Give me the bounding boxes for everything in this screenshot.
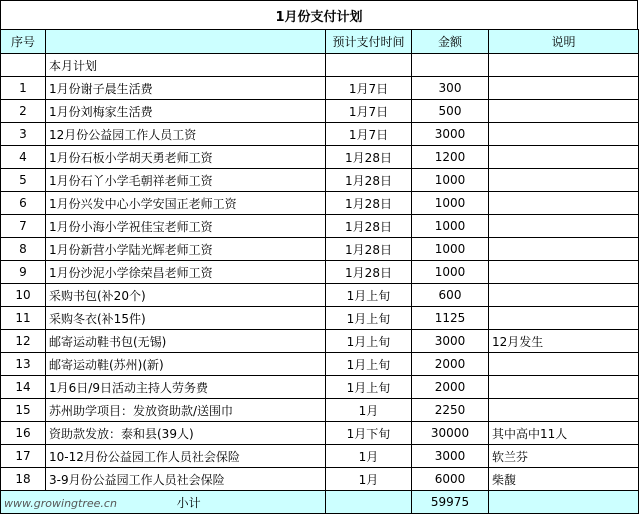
cell-amount[interactable]: 2000 xyxy=(412,353,489,376)
table-row xyxy=(1,123,639,146)
cell-item[interactable]: 1月6日/9日活动主持人劳务费 xyxy=(46,376,326,399)
table-row xyxy=(1,169,639,192)
cell-note[interactable] xyxy=(489,123,639,146)
cell-item[interactable]: 1月份石丫小学毛朝祥老师工资 xyxy=(46,169,326,192)
cell-amount[interactable]: 30000 xyxy=(412,422,489,445)
cell-item[interactable]: 采购冬衣(补15件) xyxy=(46,307,326,330)
header-item[interactable] xyxy=(46,30,326,54)
section-label[interactable]: 本月计划 xyxy=(46,54,326,77)
cell-date[interactable]: 1月28日 xyxy=(326,192,412,215)
table-row xyxy=(1,330,639,353)
cell-note[interactable]: 其中高中11人 xyxy=(489,422,639,445)
header-amount[interactable]: 金额 xyxy=(412,30,489,54)
cell-num[interactable]: 17 xyxy=(1,445,46,468)
cell-num[interactable]: 11 xyxy=(1,307,46,330)
table-row xyxy=(1,284,639,307)
header-date[interactable]: 预计支付时间 xyxy=(326,30,412,54)
cell-num[interactable]: 12 xyxy=(1,330,46,353)
cell-note[interactable] xyxy=(489,307,639,330)
footer-left-cell[interactable] xyxy=(1,491,326,514)
cell-item[interactable]: 10-12月份公益园工作人员社会保险 xyxy=(46,445,326,468)
cell-date[interactable]: 1月7日 xyxy=(326,123,412,146)
cell-num[interactable]: 15 xyxy=(1,399,46,422)
section-row xyxy=(1,54,639,77)
cell-num[interactable]: 6 xyxy=(1,192,46,215)
cell-amount[interactable]: 500 xyxy=(412,100,489,123)
table-row xyxy=(1,238,639,261)
header-note[interactable]: 说明 xyxy=(489,30,639,54)
cell-amount[interactable]: 1000 xyxy=(412,238,489,261)
cell-note[interactable] xyxy=(489,169,639,192)
cell-amount[interactable]: 3000 xyxy=(412,123,489,146)
cell-date[interactable]: 1月上旬 xyxy=(326,353,412,376)
cell-num[interactable]: 7 xyxy=(1,215,46,238)
cell-item[interactable]: 1月份新营小学陆光辉老师工资 xyxy=(46,238,326,261)
cell-num[interactable]: 16 xyxy=(1,422,46,445)
cell-date[interactable]: 1月上旬 xyxy=(326,307,412,330)
cell-note[interactable]: 软兰芬 xyxy=(489,445,639,468)
cell-note[interactable] xyxy=(489,54,639,77)
payment-plan-table xyxy=(0,29,639,514)
cell-note[interactable] xyxy=(489,376,639,399)
cell-amount[interactable]: 1200 xyxy=(412,146,489,169)
cell-date[interactable]: 1月上旬 xyxy=(326,284,412,307)
cell-note[interactable] xyxy=(489,284,639,307)
cell-date[interactable]: 1月上旬 xyxy=(326,376,412,399)
watermark-text: www.growingtree.cn xyxy=(4,496,117,510)
cell-num[interactable]: 10 xyxy=(1,284,46,307)
table-row xyxy=(1,192,639,215)
table-row xyxy=(1,100,639,123)
subtotal-value[interactable]: 59975 xyxy=(412,491,489,514)
cell-date[interactable]: 1月28日 xyxy=(326,146,412,169)
cell-note[interactable] xyxy=(489,146,639,169)
cell-item[interactable]: 12月份公益园工作人员工资 xyxy=(46,123,326,146)
cell-num[interactable]: 1 xyxy=(1,77,46,100)
cell-amount[interactable]: 6000 xyxy=(412,468,489,491)
table-row xyxy=(1,445,639,468)
cell-date[interactable]: 1月下旬 xyxy=(326,422,412,445)
cell-note[interactable]: 柴馥 xyxy=(489,468,639,491)
cell-num[interactable] xyxy=(1,54,46,77)
subtotal-label: 小计 xyxy=(176,495,201,510)
cell-item[interactable]: 1月份小海小学祝佳宝老师工资 xyxy=(46,215,326,238)
cell-amount[interactable]: 1000 xyxy=(412,169,489,192)
cell-date[interactable] xyxy=(326,54,412,77)
footer-date-cell[interactable] xyxy=(326,491,412,514)
cell-item[interactable]: 1月份石板小学胡天勇老师工资 xyxy=(46,146,326,169)
table-row xyxy=(1,261,639,284)
cell-amount[interactable]: 3000 xyxy=(412,445,489,468)
table-row xyxy=(1,353,639,376)
footer-note-cell[interactable] xyxy=(489,491,639,514)
cell-item[interactable]: 苏州助学项目：发放资助款/送围巾 xyxy=(46,399,326,422)
table-row xyxy=(1,468,639,491)
cell-amount[interactable]: 1000 xyxy=(412,261,489,284)
cell-date[interactable]: 1月28日 xyxy=(326,238,412,261)
cell-amount[interactable]: 2000 xyxy=(412,376,489,399)
cell-amount[interactable]: 300 xyxy=(412,77,489,100)
table-row xyxy=(1,376,639,399)
cell-amount[interactable] xyxy=(412,54,489,77)
cell-num[interactable]: 8 xyxy=(1,238,46,261)
cell-num[interactable]: 2 xyxy=(1,100,46,123)
cell-date[interactable]: 1月7日 xyxy=(326,77,412,100)
cell-num[interactable]: 5 xyxy=(1,169,46,192)
cell-num[interactable]: 4 xyxy=(1,146,46,169)
table-row xyxy=(1,146,639,169)
cell-item[interactable]: 邮寄运动鞋书包(无锡) xyxy=(46,330,326,353)
cell-amount[interactable]: 1000 xyxy=(412,215,489,238)
cell-date[interactable]: 1月28日 xyxy=(326,261,412,284)
sheet-title: 1月份支付计划 xyxy=(0,0,638,30)
cell-note[interactable] xyxy=(489,238,639,261)
cell-note[interactable] xyxy=(489,261,639,284)
cell-date[interactable]: 1月28日 xyxy=(326,215,412,238)
cell-item[interactable]: 邮寄运动鞋(苏州)(新) xyxy=(46,353,326,376)
cell-date[interactable]: 1月 xyxy=(326,445,412,468)
cell-item[interactable]: 1月份兴发中心小学安国正老师工资 xyxy=(46,192,326,215)
cell-note[interactable] xyxy=(489,215,639,238)
cell-num[interactable]: 18 xyxy=(1,468,46,491)
cell-amount[interactable]: 3000 xyxy=(412,330,489,353)
cell-amount[interactable]: 2250 xyxy=(412,399,489,422)
table-row xyxy=(1,307,639,330)
cell-item[interactable]: 1月份谢子晨生活费 xyxy=(46,77,326,100)
cell-num[interactable]: 14 xyxy=(1,376,46,399)
header-num[interactable]: 序号 xyxy=(1,30,46,54)
cell-date[interactable]: 1月 xyxy=(326,399,412,422)
cell-date[interactable]: 1月 xyxy=(326,468,412,491)
cell-amount[interactable]: 600 xyxy=(412,284,489,307)
cell-amount[interactable]: 1125 xyxy=(412,307,489,330)
cell-note[interactable] xyxy=(489,353,639,376)
cell-note[interactable]: 12月发生 xyxy=(489,330,639,353)
table-row xyxy=(1,77,639,100)
cell-item[interactable]: 采购书包(补20个) xyxy=(46,284,326,307)
cell-note[interactable] xyxy=(489,77,639,100)
cell-note[interactable] xyxy=(489,100,639,123)
cell-item[interactable]: 资助款发放：泰和县(39人) xyxy=(46,422,326,445)
cell-date[interactable]: 1月7日 xyxy=(326,100,412,123)
cell-date[interactable]: 1月上旬 xyxy=(326,330,412,353)
cell-note[interactable] xyxy=(489,399,639,422)
cell-num[interactable]: 9 xyxy=(1,261,46,284)
cell-date[interactable]: 1月28日 xyxy=(326,169,412,192)
cell-item[interactable]: 1月份沙泥小学徐荣昌老师工资 xyxy=(46,261,326,284)
cell-item[interactable]: 1月份刘梅家生活费 xyxy=(46,100,326,123)
table-row xyxy=(1,215,639,238)
cell-note[interactable] xyxy=(489,192,639,215)
cell-num[interactable]: 3 xyxy=(1,123,46,146)
table-row xyxy=(1,422,639,445)
header-row xyxy=(1,30,639,54)
table-row xyxy=(1,399,639,422)
cell-num[interactable]: 13 xyxy=(1,353,46,376)
cell-amount[interactable]: 1000 xyxy=(412,192,489,215)
cell-item[interactable]: 3-9月份公益园工作人员社会保险 xyxy=(46,468,326,491)
subtotal-row xyxy=(1,491,639,514)
